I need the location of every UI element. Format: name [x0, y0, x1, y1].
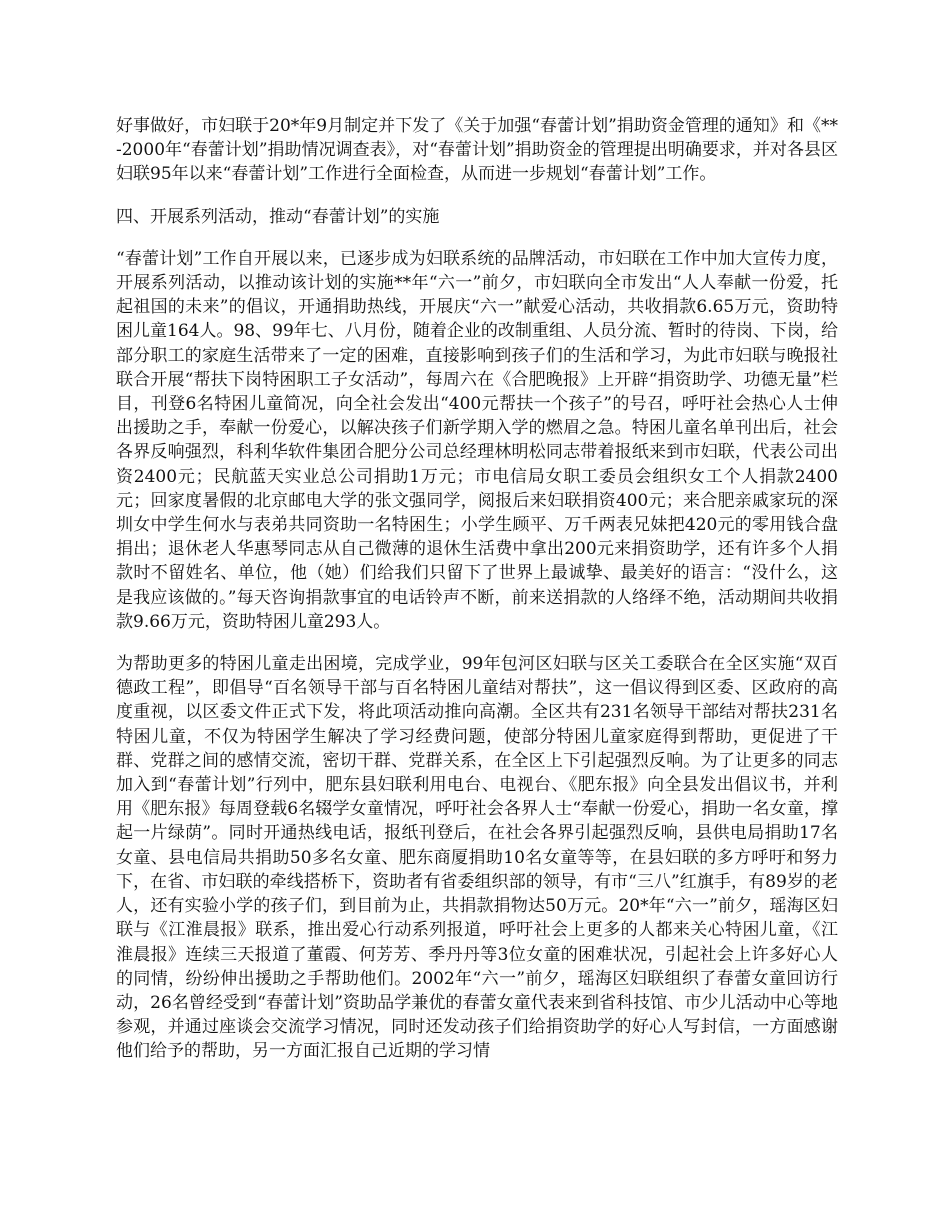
paragraph-city-activities: “春蕾计划”工作自开展以来，已逐步成为妇联系统的品牌活动，市妇联在工作中加大宣传力度，开展系列活动，以推动该计划的实施**年“六一”前夕，市妇联向全市发出“人人奉献一份爱，托起祖国的未来”的倡议，开通捐助热线，开展庆“六一”献爱心活动，共收捐款6.65万元，资助特困儿童164人。98、99年七、八月份，随着企业的改制重组、人员分流、暂时的待岗、下岗，给部分职工的家庭生活带来了一定的困难，直接影响到孩子们的生活和学习，为此市妇联与晚报社联合开展“帮扶下岗特困职工子女活动”，每周六在《合肥晚报》上开辟“捐资助学、功德无量”栏目，刊登6名特困儿童简况，向全社会发出“400元帮扶一个孩子”的号召，呼吁社会热心人士伸出援助之手，奉献一份爱心，以解决孩子们新学期入学的燃眉之急。特困儿童名单刊出后，社会各界反响强烈，科利华软件集团合肥分公司总经理林明松同志带着报纸来到市妇联，代表公司出资2400元；民航蓝天实业总公司捐助1万元；市电信局女职工委员会组织女工个人捐款2400元；回家度暑假的北京邮电大学的张文强同学，阅报后来妇联捐资400元；来合肥亲戚家玩的深圳女中学生何水与表弟共同资助一名特困生；小学生顾平、万千两表兄妹把420元的零用钱合盘捐出；退休老人华惠琴同志从自己微薄的退休生活费中拿出200元来捐资助学，还有许多个人捐款时不留姓名、单位，他（她）们给我们只留下了世界上最诚挚、最美好的语言：“没什么，这是我应该做的。”每天咨询捐款事宜的电话铃声不断，前来送捐款的人络绎不绝，活动期间共收捐款9.66万元，资助特困儿童293人。: [116, 248, 838, 632]
paragraph-district-activities: 为帮助更多的特困儿童走出困境，完成学业，99年包河区妇联与区关工委联合在全区实施“双百德政工程”，即倡导“百名领导干部与百名特困儿童结对帮扶”，这一倡议得到区委、区政府的高度重视，以区委文件正式下发，将此项活动推向高潮。全区共有231名领导干部结对帮扶231名特困儿童，不仅为特困学生解决了学习经费问题，使部分特困儿童家庭得到帮助，更促进了干群、党群之间的感情交流，密切干群、党群关系，在全区上下引起强烈反响。为了让更多的同志加入到“春蕾计划”行列中，肥东县妇联利用电台、电视台、《肥东报》向全县发出倡议书，并利用《肥东报》每周登载6名辍学女童情况，呼吁社会各界人士“奉献一份爱心，捐助一名女童，撑起一片绿荫”。同时开通热线电话，报纸刊登后，在社会各界引起强烈反响，县供电局捐助17名女童、县电信局共捐助50多名女童、肥东商厦捐助10名女童等等，在县妇联的多方呼吁和努力下，在省、市妇联的牵线搭桥下，资助者有省委组织部的领导，有市“三八”红旗手，有89岁的老人，还有实验小学的孩子们，到目前为止，共捐款捐物达50万元。20*年“六一”前夕，瑶海区妇联与《江淮晨报》联系，推出爱心行动系列报道，呼吁社会上更多的人都来关心特困儿童，《江淮晨报》连续三天报道了董霞、何芳芳、季丹丹等3位女童的困难状况，引起社会上许多好心人的同情，纷纷伸出援助之手帮助他们。2002年“六一”前夕，瑶海区妇联组织了春蕾女童回访行动，26名曾经受到“春蕾计划”资助品学兼优的春蕾女童代表来到省科技馆、市少儿活动中心等地参观，并通过座谈会交流学习情况，同时还发动孩子们给捐资助学的好心人写封信，一方面感谢他们给予的帮助，另一方面汇报自己近期的学习情: [116, 654, 838, 1062]
section-heading-4: 四、开展系列活动，推动“春蕾计划”的实施: [116, 206, 440, 227]
paragraph-plan-intro: 好事做好，市妇联于20*年9月制定并下发了《关于加强“春蕾计划”捐助资金管理的通知》和《**-2000年“春蕾计划”捐助情况调查表》，对“春蕾计划”捐助资金的管理提出明确要求，并对各县区妇联95年以来“春蕾计划”工作进行全面检查，从而进一步规划“春蕾计划”工作。: [116, 116, 838, 185]
document-page: [116, 114, 838, 1082]
